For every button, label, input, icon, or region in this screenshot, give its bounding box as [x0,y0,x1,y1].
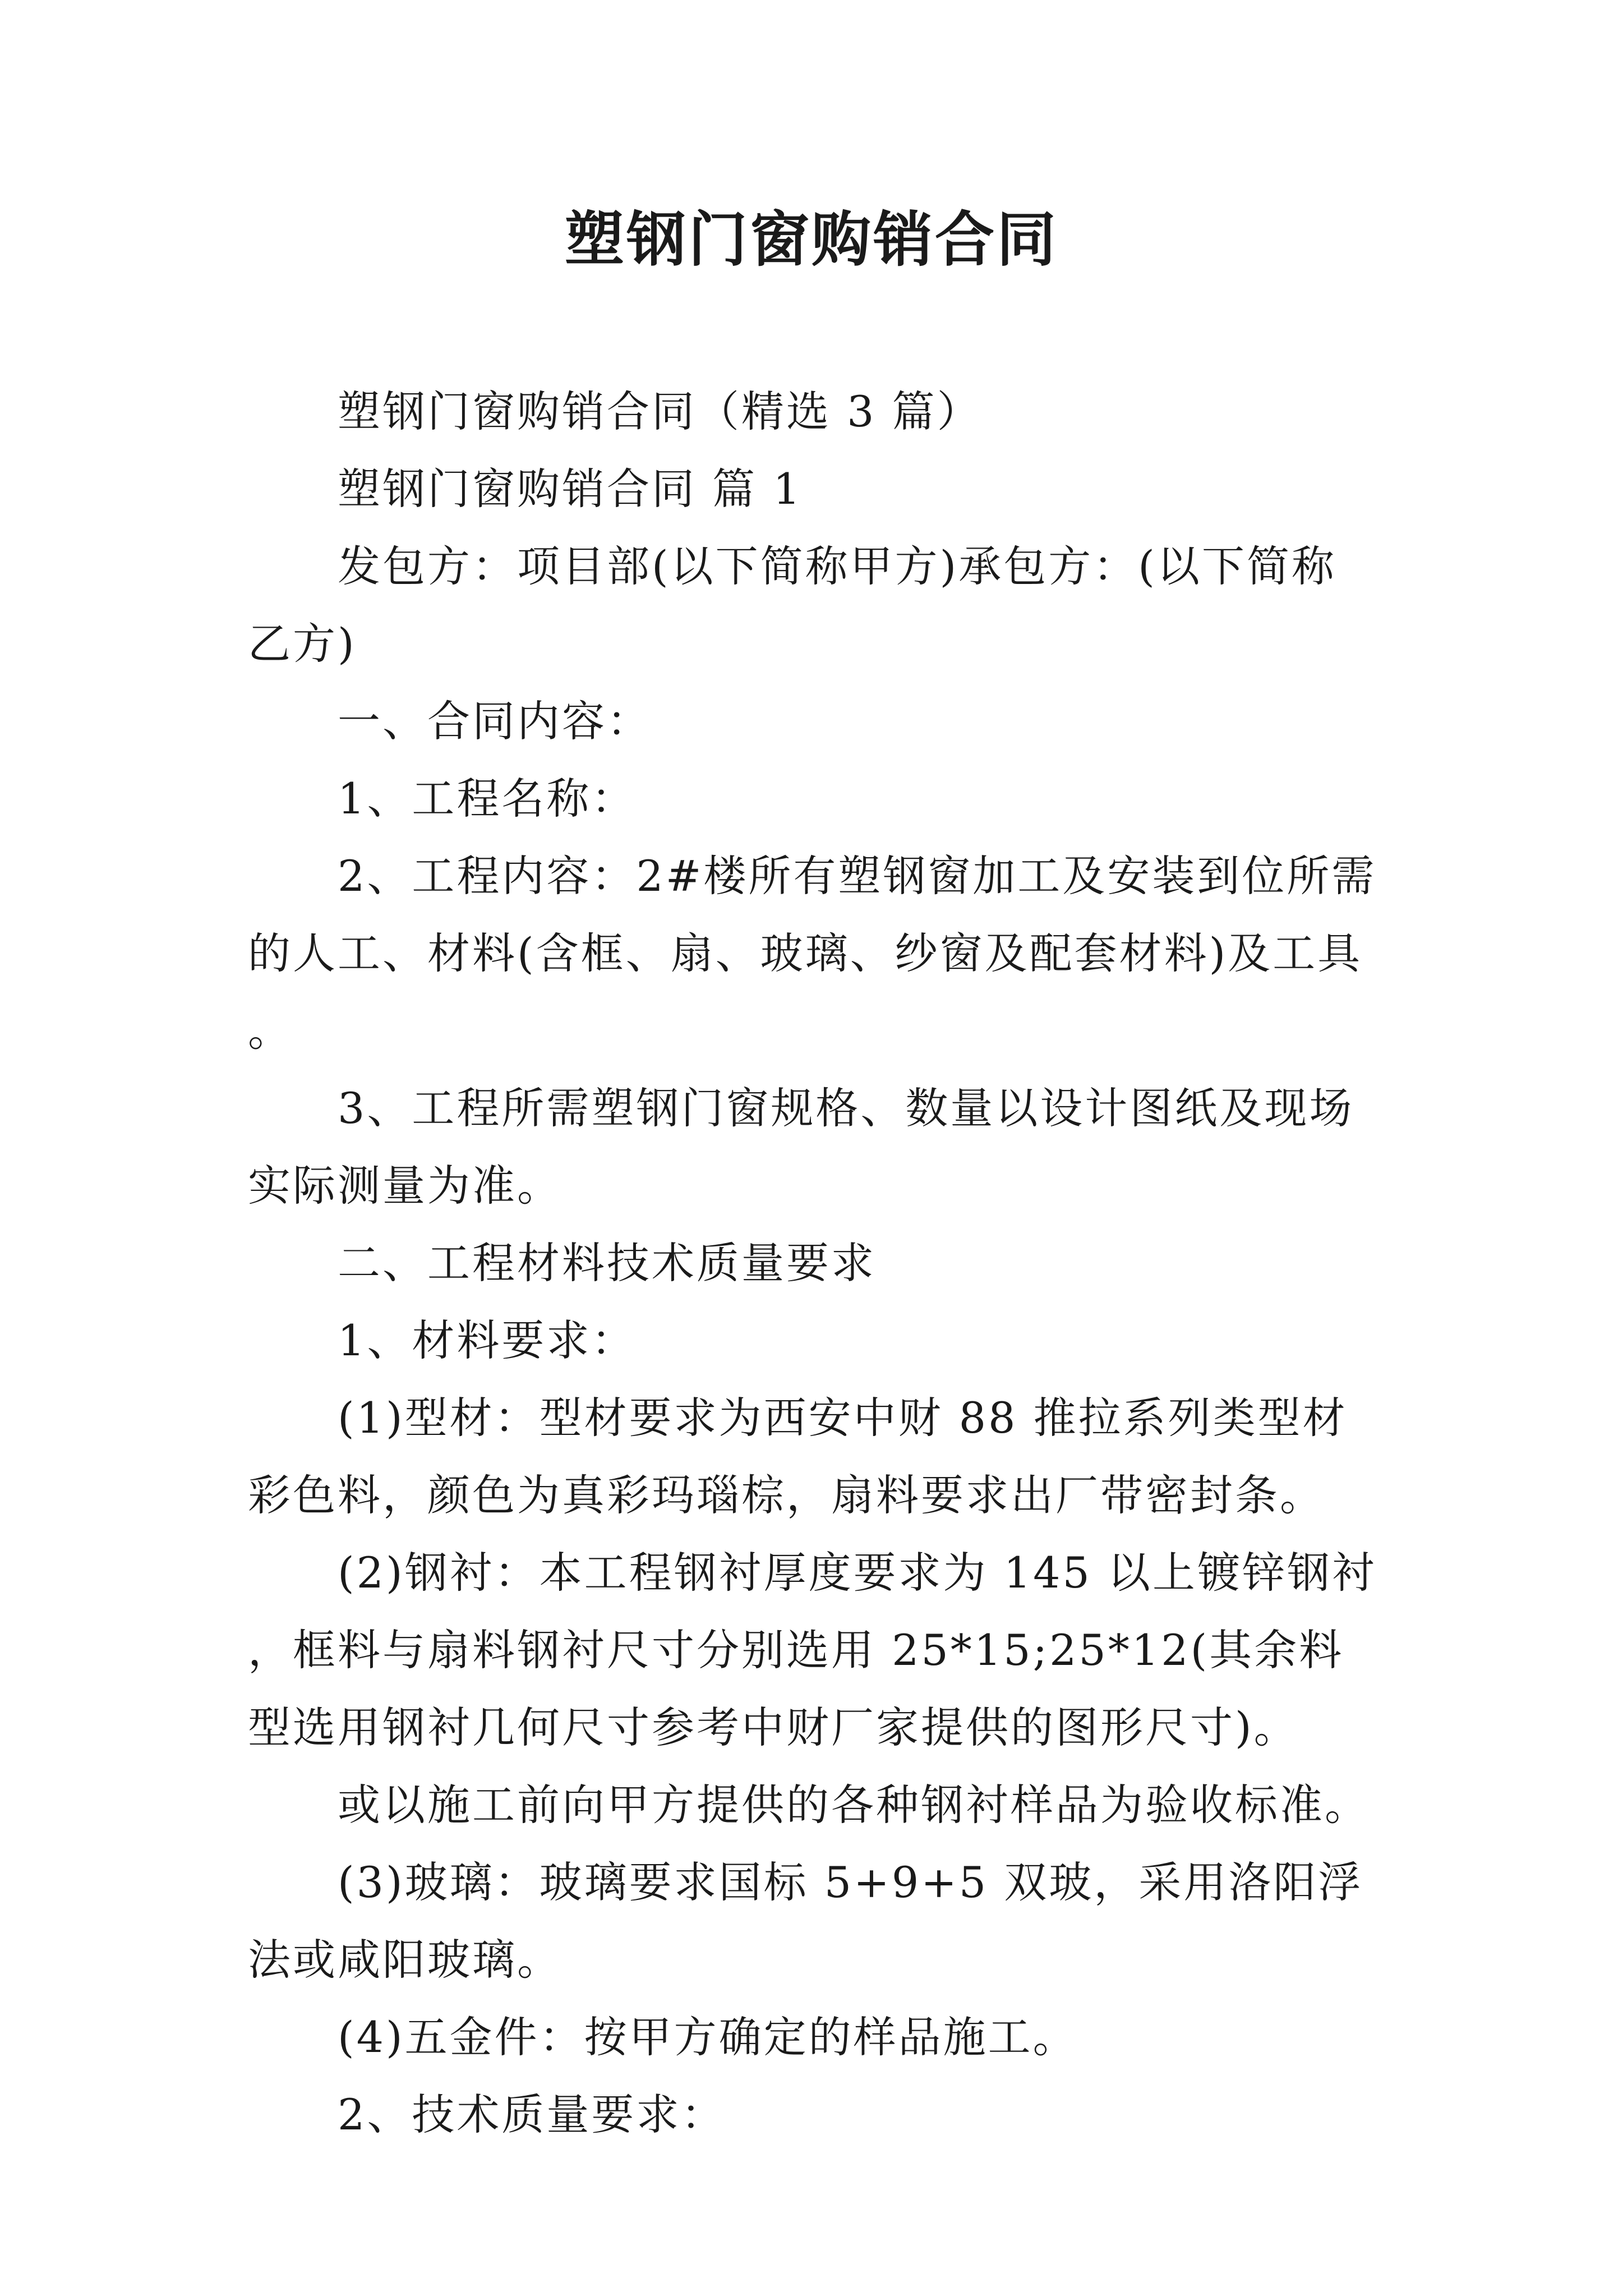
paragraph-heading-contract-content: 一、合同内容： [338,696,652,746]
paragraph-section-heading: 塑钢门窗购销合同 篇 1 [338,464,803,514]
paragraph-specifications: 3、工程所需塑钢门窗规格、数量以设计图纸及现场实际测量为准。 [248,1083,1354,1211]
paragraph-hardware: (4)五金件：按甲方确定的样品施工。 [338,2012,1078,2062]
paragraph-subtitle: 塑钢门窗购销合同（精选 3 篇） [338,386,982,436]
paragraph-acceptance-standard: 或以施工前向甲方提供的各种钢衬样品为验收标准。 [338,1780,1370,1830]
paragraph-heading-material-requirements: 二、工程材料技术质量要求 [338,1238,876,1288]
paragraph-steel-lining: (2)钢衬：本工程钢衬厚度要求为 145 以上镀锌钢衬，框料与扇料钢衬尺寸分别选用 25*15;25*12(其余料型选用钢衬几何尺寸参考中财厂家提供的图形尺寸)。 [248,1548,1377,1752]
paragraph-project-content: 2、工程内容：2#楼所有塑钢窗加工及安装到位所需的人工、材料(含框、扇、玻璃、纱窗及配套材料)及工具。 [248,851,1377,1056]
paragraph-project-name: 1、工程名称： [338,774,637,823]
paragraph-material-requirements: 1、材料要求： [338,1315,637,1365]
paragraph-glass: (3)玻璃：玻璃要求国标 5+9+5 双玻，采用洛阳浮法或咸阳玻璃。 [248,1857,1363,1985]
paragraph-technical-quality: 2、技术质量要求： [338,2090,726,2139]
document-body [248,373,1381,2154]
document-title: 塑钢门窗购销合同 [565,204,1058,274]
paragraph-profile: (1)型材：型材要求为西安中财 88 推拉系列类型材彩色料，颜色为真彩玛瑙棕，扇料要求出厂带密封条。 [248,1393,1348,1520]
paragraph-parties: 发包方：项目部(以下简称甲方)承包方：(以下简称乙方) [248,541,1336,669]
